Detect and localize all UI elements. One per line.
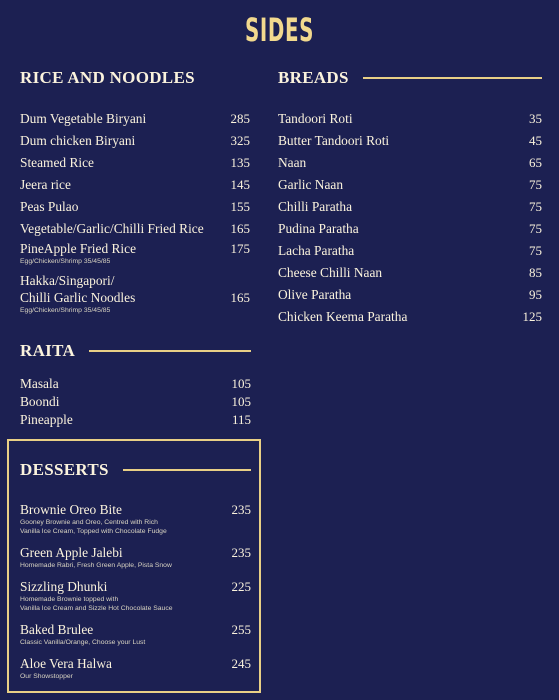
menu-item [278,218,542,240]
item-price: 65 [529,155,542,170]
menu-item [278,262,542,284]
item-name: Peas Pulao [20,199,79,214]
item-name: Cheese Chilli Naan [278,265,383,280]
item-price: 165 [230,290,250,305]
item-price: 225 [231,579,251,594]
item-price: 45 [529,133,542,148]
section-raita [20,339,251,429]
menu-item [278,284,542,306]
item-price: 165 [230,221,250,236]
item-name: Tandoori Roti [278,111,353,126]
menu-item [20,544,251,561]
section-title: RICE AND NOODLES [20,68,195,87]
section-header [20,66,250,90]
item-price: 75 [529,243,542,258]
item-price: 115 [231,412,251,427]
menu-item-with-note [20,240,250,266]
menu-item [20,152,250,174]
menu-item-with-note [20,578,251,613]
menu-item [20,411,251,429]
menu-item [278,152,542,174]
menu-item [278,174,542,196]
item-price: 135 [230,155,250,170]
item-name: Pudina Paratha [278,221,359,236]
item-price: 155 [230,199,250,214]
item-price: 35 [529,111,542,126]
section-title: RAITA [20,341,76,360]
menu-item [20,501,251,518]
item-name: Pineapple [20,412,73,427]
item-note: Vanilla Ice Cream and Sizzle Hot Chocolate Sauce [20,605,173,612]
section-title: BREADS [278,68,349,87]
menu-item-line [20,272,250,289]
section-header [20,339,251,363]
menu-item [20,375,251,393]
item-price: 75 [529,177,542,192]
item-name: Naan [278,155,307,170]
section-desserts [20,458,251,689]
menu-item [278,196,542,218]
item-name: Dum Vegetable Biryani [20,111,147,126]
menu-item-with-note [20,501,251,536]
item-name: Green Apple Jalebi [20,545,123,560]
item-price: 175 [230,241,250,256]
section-rule [89,350,251,352]
item-note: Homemade Rabri, Fresh Green Apple, Pista Snow [20,562,172,569]
item-name: Vegetable/Garlic/Chilli Fried Rice [20,221,204,236]
item-price: 145 [230,177,250,192]
item-note: Classic Vanilla/Orange, Choose your Lust [20,639,146,646]
menu-list [20,108,250,315]
item-price: 125 [522,309,542,324]
item-name: Steamed Rice [20,155,94,170]
item-name: Chicken Keema Paratha [278,309,408,324]
item-name-line1: Hakka/Singapori/ [20,273,115,288]
item-name: Olive Paratha [278,287,352,302]
menu-item [278,130,542,152]
menu-item [20,196,250,218]
item-name: Butter Tandoori Roti [278,133,390,148]
item-price: 255 [231,622,251,637]
menu-item [20,218,250,240]
item-price: 235 [231,502,251,517]
item-price: 325 [230,133,250,148]
menu-item [20,130,250,152]
menu-item [278,306,542,328]
item-price: 95 [529,287,542,302]
item-price: 75 [529,199,542,214]
section-rule [123,469,251,471]
menu-item [278,240,542,262]
item-name: Sizzling Dhunki [20,579,108,594]
item-price: 75 [529,221,542,236]
menu-list [20,501,251,681]
section-title: DESSERTS [20,460,109,479]
page-title: SIDES [244,11,315,49]
menu-item [20,578,251,595]
item-name: Dum chicken Biryani [20,133,136,148]
item-note: Egg/Chicken/Shrimp 35/45/85 [20,258,111,265]
item-name: Lacha Paratha [278,243,355,258]
item-price: 235 [231,545,251,560]
item-name: Jeera rice [20,177,71,192]
menu-item [20,621,251,638]
item-price: 85 [529,265,542,280]
menu-list [20,375,251,429]
section-rice-and-noodles [20,66,250,321]
section-rule [363,77,542,79]
menu-item [20,240,250,257]
menu-item [278,108,542,130]
item-note: Egg/Chicken/Shrimp 35/45/85 [20,307,111,314]
item-name: PineApple Fried Rice [20,241,137,256]
item-price: 105 [231,376,251,391]
menu-item-with-note [20,544,251,570]
section-breads [278,66,542,328]
menu-item-with-note [20,655,251,681]
item-price: 245 [231,656,251,671]
item-name: Boondi [20,394,60,409]
menu-item-with-note [20,621,251,647]
item-name: Brownie Oreo Bite [20,502,122,517]
section-header [278,66,542,90]
section-header [20,458,251,482]
item-name: Garlic Naan [278,177,344,192]
item-price: 285 [230,111,250,126]
item-name: Baked Brulee [20,622,94,637]
item-name: Masala [20,376,59,391]
item-note: Our Showstopper [20,673,73,680]
item-name: Chilli Garlic Noodles [20,290,136,305]
item-note: Vanilla Ice Cream, Topped with Chocolate Fudge [20,528,167,535]
menu-item [20,289,250,306]
menu-item [20,174,250,196]
item-price: 105 [231,394,251,409]
item-name: Chilli Paratha [278,199,353,214]
item-name: Aloe Vera Halwa [20,656,112,671]
menu-item [20,108,250,130]
menu-item-with-note [20,272,250,315]
menu-item [20,655,251,672]
menu-item [20,393,251,411]
menu-list [278,108,542,328]
item-note: Gooney Brownie and Oreo, Centred with Rich [20,519,158,526]
item-note: Homemade Brownie topped with [20,596,119,603]
